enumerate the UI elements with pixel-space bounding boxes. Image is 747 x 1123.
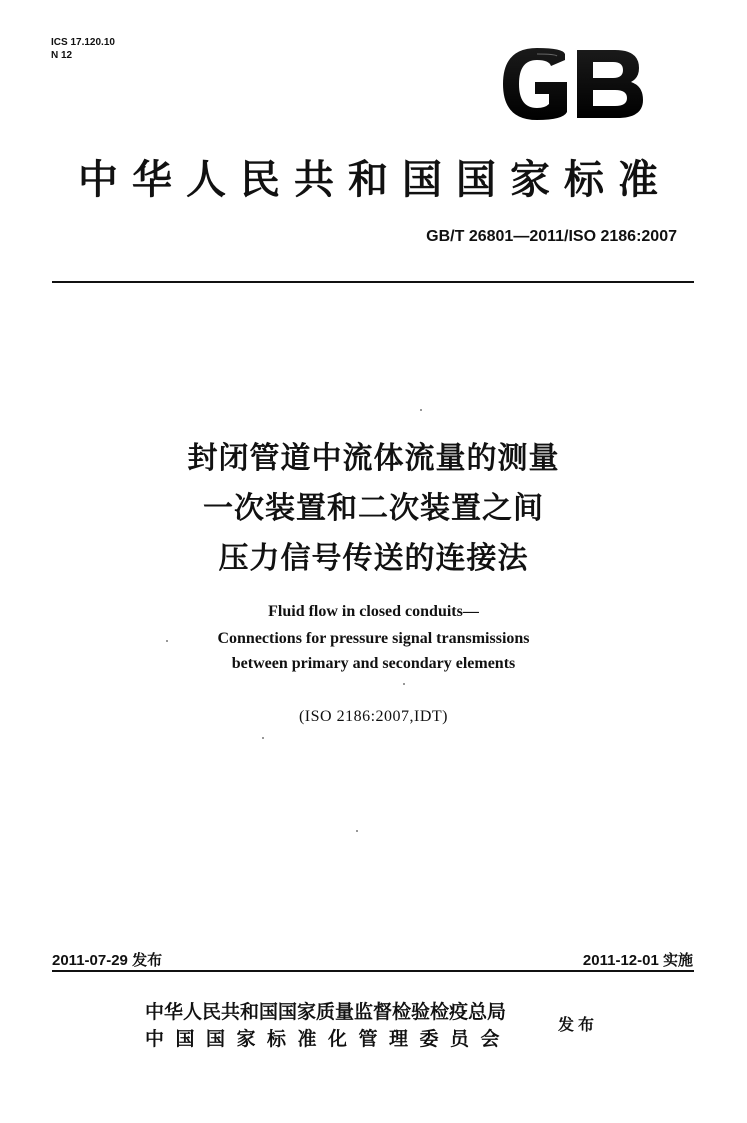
scan-speck [166,640,168,642]
scan-speck [262,737,264,739]
title-zh-line-2: 一次装置和二次装置之间 [203,491,544,526]
standard-type-title: 中华人民共和国国家标准 [78,157,672,203]
scan-speck [420,409,422,411]
title-en-line-1: Fluid flow in closed conduits— [268,603,479,620]
issuer-sac: 中国国家标准化管理委员会 [145,1028,512,1050]
classification-codes [51,36,115,62]
implementation-date: 2011-12-01 实施 [582,952,693,969]
iso-equivalence: (ISO 2186:2007,IDT) [298,708,449,725]
ics-code: ICS 17.120.10 [51,37,115,48]
bottom-divider [52,970,694,972]
title-en-line-2: Connections for pressure signal transmissions [217,630,530,647]
top-divider [52,281,694,283]
gb-logo-icon [497,46,647,122]
title-zh-line-3: 压力信号传送的连接法 [218,541,529,576]
release-date: 2011-07-29 发布 [52,952,163,969]
standard-number: GB/T 26801—2011/ISO 2186:2007 [426,228,677,245]
scan-speck [356,830,358,832]
title-zh-line-1: 封闭管道中流体流量的测量 [187,441,560,476]
issuer-aqsiq: 中华人民共和国国家质量监督检验检疫总局 [145,1001,507,1023]
publish-label: 发布 [558,1015,599,1034]
title-en-line-3: between primary and secondary elements [231,655,516,672]
ccs-code: N 12 [51,50,73,61]
scan-speck [403,683,405,685]
